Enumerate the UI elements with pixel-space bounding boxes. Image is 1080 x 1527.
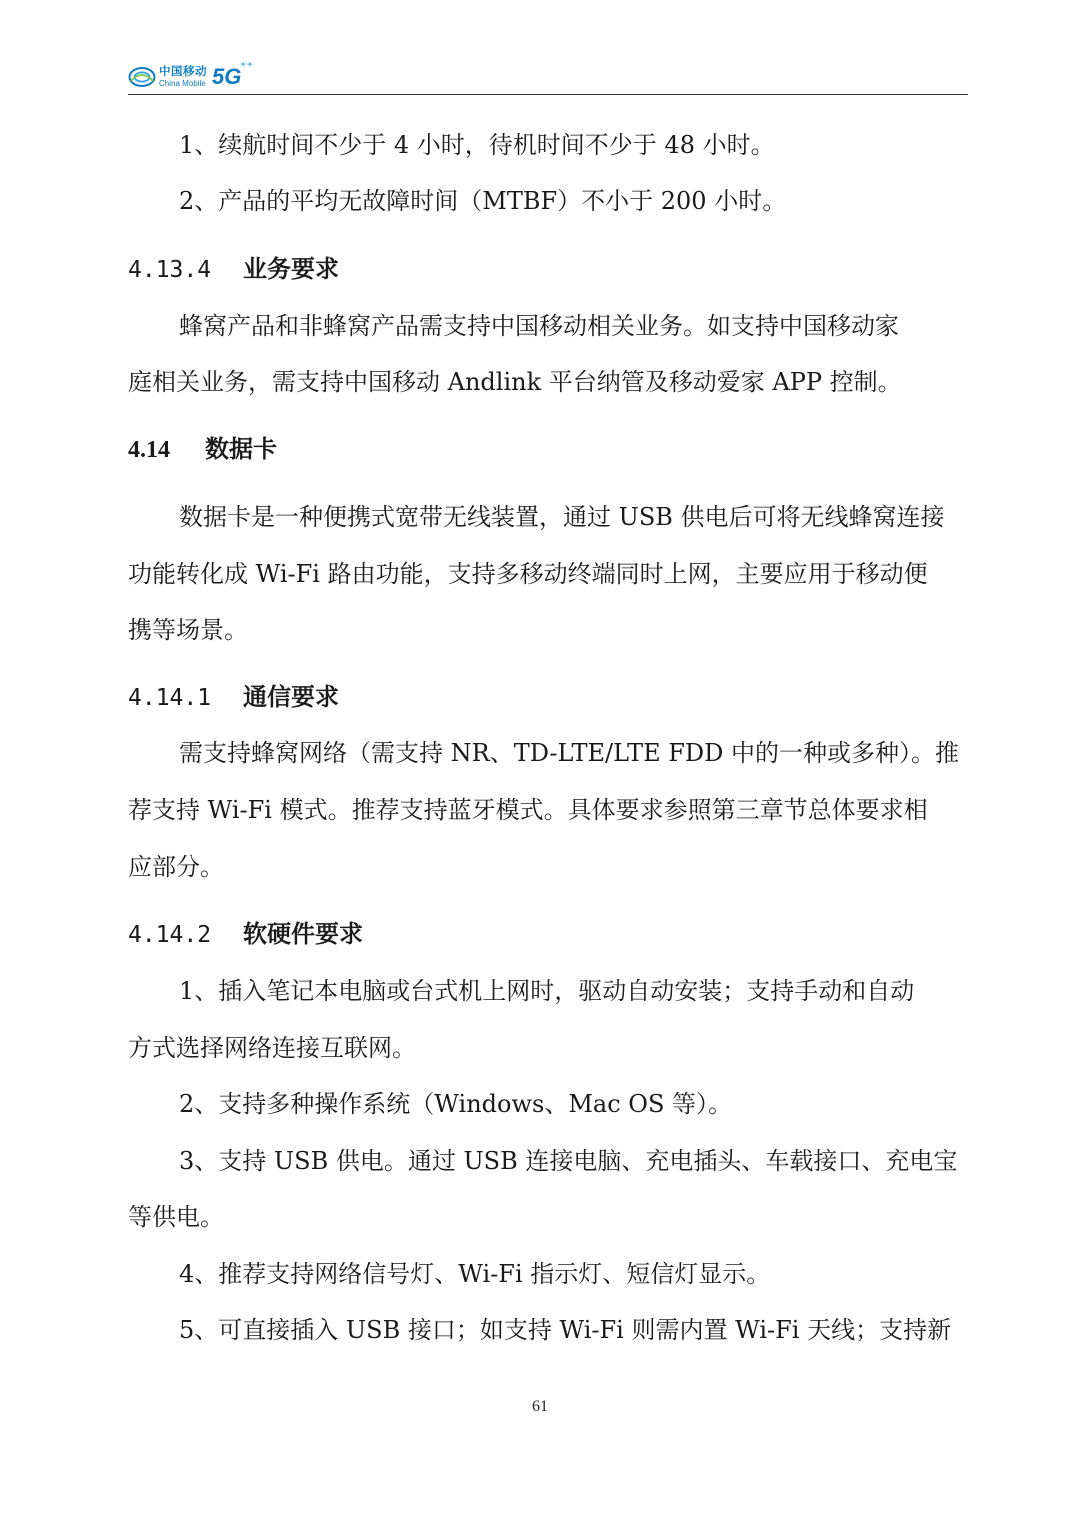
- paragraph-line: 应部分。: [128, 853, 224, 881]
- page-number: 61: [532, 1398, 548, 1415]
- page-header: [128, 58, 968, 96]
- paragraph-line: 需支持蜂窝网络（需支持 NR、TD-LTE/LTE FDD 中的一种或多种）。推: [179, 739, 959, 767]
- logo-5g-mark: [212, 59, 254, 89]
- paragraph-line: 携等场景。: [128, 616, 248, 644]
- section-heading-4-14: [128, 434, 277, 463]
- section-title: 业务要求: [243, 254, 339, 283]
- logo-english-name: China Mobile: [159, 78, 206, 88]
- logo-5g-plus: ⁺⁺: [239, 59, 254, 74]
- china-mobile-logo: [128, 59, 254, 94]
- paragraph-line: 数据卡是一种便携式宽带无线装置，通过 USB 供电后可将无线蜂窝连接: [179, 503, 945, 531]
- paragraph-line: 3、支持 USB 供电。通过 USB 连接电脑、充电插头、车载接口、充电宝: [179, 1147, 958, 1175]
- paragraph-line: 2、产品的平均无故障时间（MTBF）不小于 200 小时。: [179, 187, 787, 215]
- section-heading-4-13-4: [128, 254, 339, 283]
- paragraph-line: 方式选择网络连接互联网。: [128, 1034, 416, 1062]
- paragraph-line: 庭相关业务，需支持中国移动 Andlink 平台纳管及移动爱家 APP 控制。: [128, 368, 902, 396]
- paragraph-line: 5、可直接插入 USB 接口；如支持 Wi-Fi 则需内置 Wi-Fi 天线；支持新: [179, 1316, 952, 1344]
- logo-chinese-name: 中国移动: [159, 64, 207, 79]
- section-number: 4.14.1: [128, 685, 212, 711]
- paragraph-line: 功能转化成 Wi-Fi 路由功能，支持多移动终端同时上网，主要应用于移动便: [128, 560, 928, 588]
- logo-5g-text: 5G: [212, 64, 242, 89]
- paragraph-line: 4、推荐支持网络信号灯、Wi-Fi 指示灯、短信灯显示。: [179, 1260, 771, 1288]
- paragraph-line: 1、续航时间不少于 4 小时，待机时间不少于 48 小时。: [179, 131, 775, 159]
- paragraph-line: 1、插入笔记本电脑或台式机上网时，驱动自动安装；支持手动和自动: [179, 977, 915, 1005]
- paragraph-line: 荐支持 Wi-Fi 模式。推荐支持蓝牙模式。具体要求参照第三章节总体要求相: [128, 796, 928, 824]
- section-number: 4.13.4: [128, 257, 212, 283]
- section-title: 软硬件要求: [243, 919, 363, 948]
- paragraph-line: 等供电。: [128, 1203, 224, 1231]
- section-heading-4-14-2: [128, 919, 363, 948]
- paragraph-line: 蜂窝产品和非蜂窝产品需支持中国移动相关业务。如支持中国移动家: [179, 312, 899, 340]
- paragraph-line: 2、支持多种操作系统（Windows、Mac OS 等）。: [179, 1090, 733, 1118]
- section-title: 数据卡: [205, 434, 277, 463]
- section-number: 4.14: [128, 437, 170, 463]
- section-heading-4-14-1: [128, 682, 339, 711]
- header-divider: [128, 94, 968, 95]
- section-number: 4.14.2: [128, 922, 212, 948]
- china-mobile-logo-icon: [128, 64, 156, 90]
- section-title: 通信要求: [243, 682, 339, 711]
